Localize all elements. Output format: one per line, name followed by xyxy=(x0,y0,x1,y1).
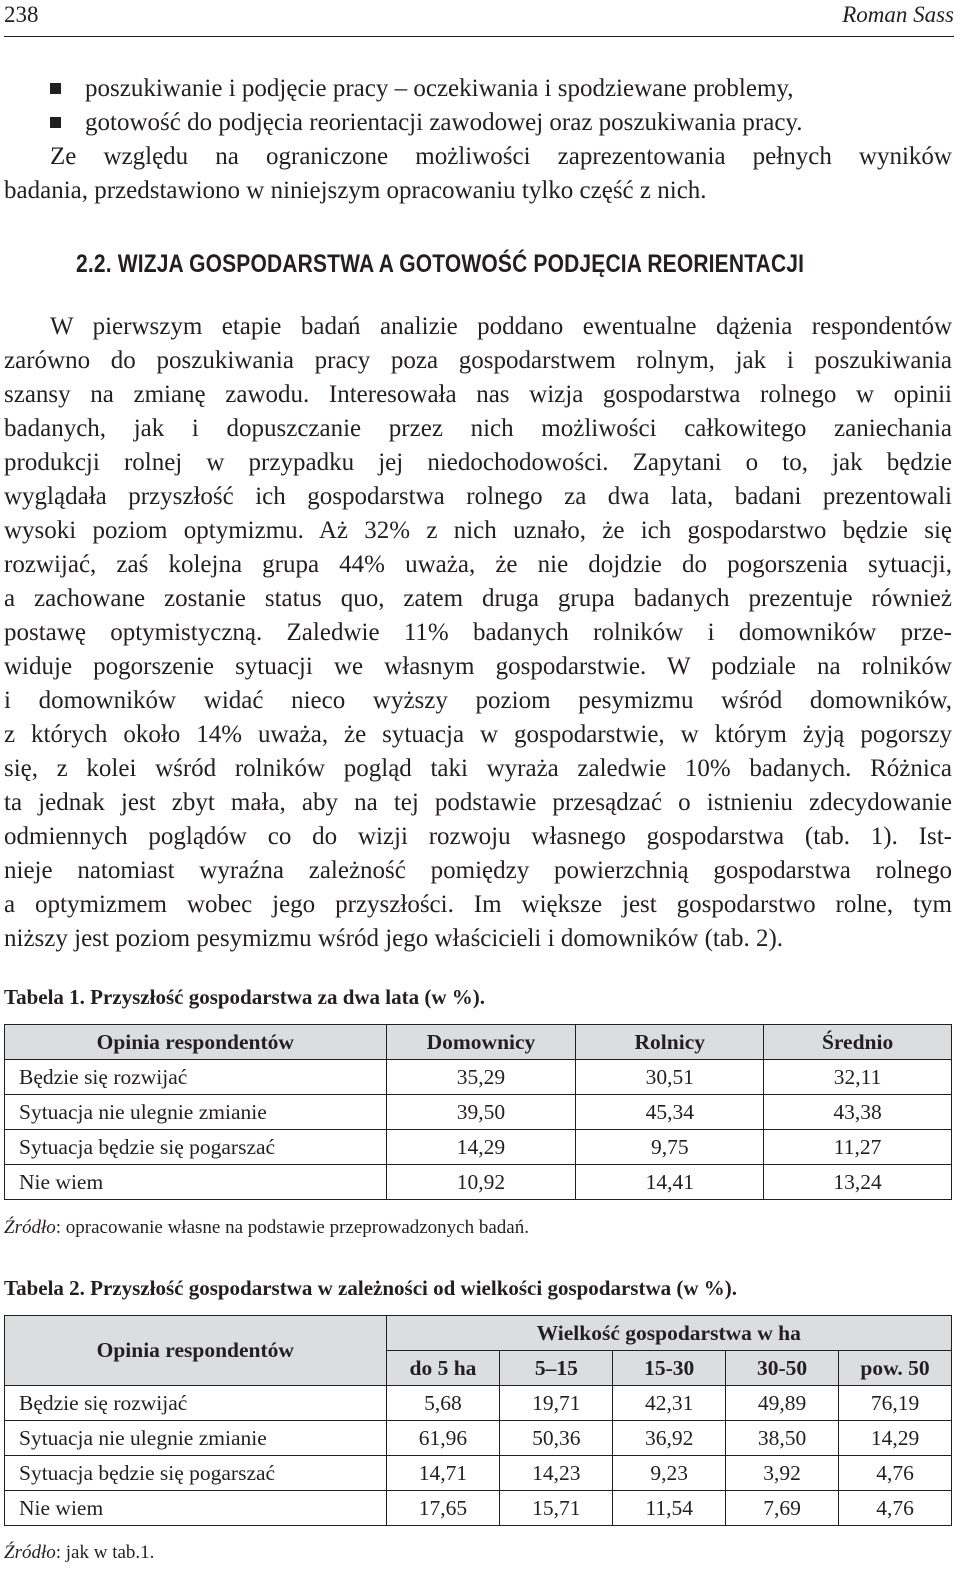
table-header-row xyxy=(5,1316,952,1351)
table-cell: 14,29 xyxy=(839,1421,952,1456)
table-row xyxy=(5,1165,952,1200)
table-row xyxy=(5,1095,952,1130)
body-line: odmiennych poglądów co do wizji rozwoju własnego gospodarstwa (tab. 1). Ist- xyxy=(4,823,952,850)
table-row xyxy=(5,1130,952,1165)
table-cell: 10,92 xyxy=(386,1165,576,1200)
table-cell: 50,36 xyxy=(500,1421,613,1456)
table-cell: 14,29 xyxy=(386,1130,576,1165)
row-label: Sytuacja nie ulegnie zmianie xyxy=(5,1095,387,1130)
table-cell: 4,76 xyxy=(839,1491,952,1526)
table-row xyxy=(5,1491,952,1526)
row-label: Sytuacja będzie się pogarszać xyxy=(5,1130,387,1165)
table-row xyxy=(5,1421,952,1456)
body-line: niższy jest poziom pesymizmu wśród jego właścicieli i domowników (tab. 2). xyxy=(4,925,784,952)
table-cell: 49,89 xyxy=(726,1386,839,1421)
table-cell: 5,68 xyxy=(386,1386,500,1421)
table-row xyxy=(5,1456,952,1491)
table-cell: 7,69 xyxy=(726,1491,839,1526)
running-author: Roman Sass xyxy=(842,2,954,27)
table-cell: 15,71 xyxy=(500,1491,613,1526)
column-header: Opinia respondentów xyxy=(5,1316,387,1386)
bullet-item: poszukiwanie i podjęcie pracy – oczekiwania i spodziewane problemy, xyxy=(50,72,794,106)
page-header xyxy=(4,0,954,37)
column-group-header: Wielkość gospodarstwa w ha xyxy=(386,1316,951,1351)
column-header: Opinia respondentów xyxy=(5,1025,387,1060)
table-cell: 9,23 xyxy=(613,1456,726,1491)
table1 xyxy=(4,1024,952,1200)
square-bullet-icon xyxy=(50,117,61,128)
table-cell: 11,27 xyxy=(764,1130,952,1165)
section-heading: 2.2. WIZJA GOSPODARSTWA A GOTOWOŚĆ PODJĘCIA REORIENTACJI xyxy=(76,250,805,278)
table-cell: 35,29 xyxy=(386,1060,576,1095)
row-label: Będzie się rozwijać xyxy=(5,1060,387,1095)
body-line: i domowników widać nieco wyższy poziom pesymizmu wśród domowników, xyxy=(4,687,952,714)
row-label: Nie wiem xyxy=(5,1165,387,1200)
body-line: z których około 14% uważa, że sytuacja w gospodarstwie, w którym żyją pogorszy xyxy=(4,721,952,748)
body-line: produkcji rolnej w przypadku jej niedochodowości. Zapytani o to, jak będzie xyxy=(4,449,952,476)
table-cell: 14,41 xyxy=(576,1165,764,1200)
body-line: a optymizmem wobec jego przyszłości. Im większe jest gospodarstwo rolne, tym xyxy=(4,891,952,918)
body-line: wyglądała przyszłość ich gospodarstwa rolnego za dwa lata, badani prezentowali xyxy=(4,483,952,510)
body-line: się, z kolei wśród rolników pogląd taki wyraża zaledwie 10% badanych. Różnica xyxy=(4,755,952,782)
table2-caption: Tabela 2. Przyszłość gospodarstwa w zależności od wielkości gospodarstwa (w %). xyxy=(4,1276,738,1300)
body-line: badanych, jak i dopuszczanie przez nich możliwości całkowitego zaniechania xyxy=(4,415,952,442)
body-line: W pierwszym etapie badań analizie poddano ewentualne dążenia respondentów xyxy=(50,313,952,340)
table-cell: 45,34 xyxy=(576,1095,764,1130)
table-cell: 4,76 xyxy=(839,1456,952,1491)
column-header: 5–15 xyxy=(500,1351,613,1386)
row-label: Nie wiem xyxy=(5,1491,387,1526)
table-cell: 14,23 xyxy=(500,1456,613,1491)
table-row xyxy=(5,1386,952,1421)
table-cell: 61,96 xyxy=(386,1421,500,1456)
body-line: nieje natomiast wyraźna zależność pomiędzy powierzchnią gospodarstwa rolnego xyxy=(4,857,952,884)
table-cell: 11,54 xyxy=(613,1491,726,1526)
bullet-item: gotowość do podjęcia reorientacji zawodowej oraz poszukiwania pracy. xyxy=(50,106,803,140)
intro-line: badania, przedstawiono w niniejszym opracowaniu tylko część z nich. xyxy=(4,177,707,204)
column-header: 15-30 xyxy=(613,1351,726,1386)
body-line: ta jednak jest zbyt mała, aby na tej podstawie przesądzać o istnieniu zdecydowanie xyxy=(4,789,952,816)
table-cell: 14,71 xyxy=(386,1456,500,1491)
table-cell: 38,50 xyxy=(726,1421,839,1456)
table-cell: 9,75 xyxy=(576,1130,764,1165)
table-cell: 32,11 xyxy=(764,1060,952,1095)
table-cell: 42,31 xyxy=(613,1386,726,1421)
table1-source: Źródło: opracowanie własne na podstawie przeprowadzonych badań. xyxy=(4,1217,529,1238)
body-line: szansy na zmianę zawodu. Interesowała nas wizja gospodarstwa rolnego w opinii xyxy=(4,381,952,408)
table-header-row xyxy=(5,1025,952,1060)
column-header: Średnio xyxy=(764,1025,952,1060)
table-cell: 36,92 xyxy=(613,1421,726,1456)
column-header: Domownicy xyxy=(386,1025,576,1060)
column-header: Rolnicy xyxy=(576,1025,764,1060)
row-label: Będzie się rozwijać xyxy=(5,1386,387,1421)
table-cell: 43,38 xyxy=(764,1095,952,1130)
table-row xyxy=(5,1060,952,1095)
table-cell: 30,51 xyxy=(576,1060,764,1095)
body-line: widuje pogorszenie sytuacji we własnym gospodarstwie. W podziale na rolników xyxy=(4,653,952,680)
table-cell: 19,71 xyxy=(500,1386,613,1421)
table-cell: 13,24 xyxy=(764,1165,952,1200)
row-label: Sytuacja będzie się pogarszać xyxy=(5,1456,387,1491)
table-cell: 17,65 xyxy=(386,1491,500,1526)
table-cell: 3,92 xyxy=(726,1456,839,1491)
intro-line: Ze względu na ograniczone możliwości zaprezentowania pełnych wyników xyxy=(50,143,952,170)
table-cell: 76,19 xyxy=(839,1386,952,1421)
body-line: zarówno do poszukiwania pracy poza gospodarstwem rolnym, jak i poszukiwania xyxy=(4,347,952,374)
row-label: Sytuacja nie ulegnie zmianie xyxy=(5,1421,387,1456)
column-header: do 5 ha xyxy=(386,1351,500,1386)
body-line: rozwijać, zaś kolejna grupa 44% uważa, że nie dojdzie do pogorszenia sytuacji, xyxy=(4,551,952,578)
table2 xyxy=(4,1315,952,1526)
square-bullet-icon xyxy=(50,83,61,94)
table2-source: Źródło: jak w tab.1. xyxy=(4,1542,155,1563)
table-cell: 39,50 xyxy=(386,1095,576,1130)
column-header: pow. 50 xyxy=(839,1351,952,1386)
body-line: a zachowane zostanie status quo, zatem druga grupa badanych prezentuje również xyxy=(4,585,952,612)
column-header: 30-50 xyxy=(726,1351,839,1386)
body-line: wysoki poziom optymizmu. Aż 32% z nich uznało, że ich gospodarstwo będzie się xyxy=(4,517,952,544)
page-number: 238 xyxy=(4,2,39,27)
body-line: postawę optymistyczną. Zaledwie 11% badanych rolników i domowników prze- xyxy=(4,619,952,646)
table1-caption: Tabela 1. Przyszłość gospodarstwa za dwa lata (w %). xyxy=(4,985,486,1009)
